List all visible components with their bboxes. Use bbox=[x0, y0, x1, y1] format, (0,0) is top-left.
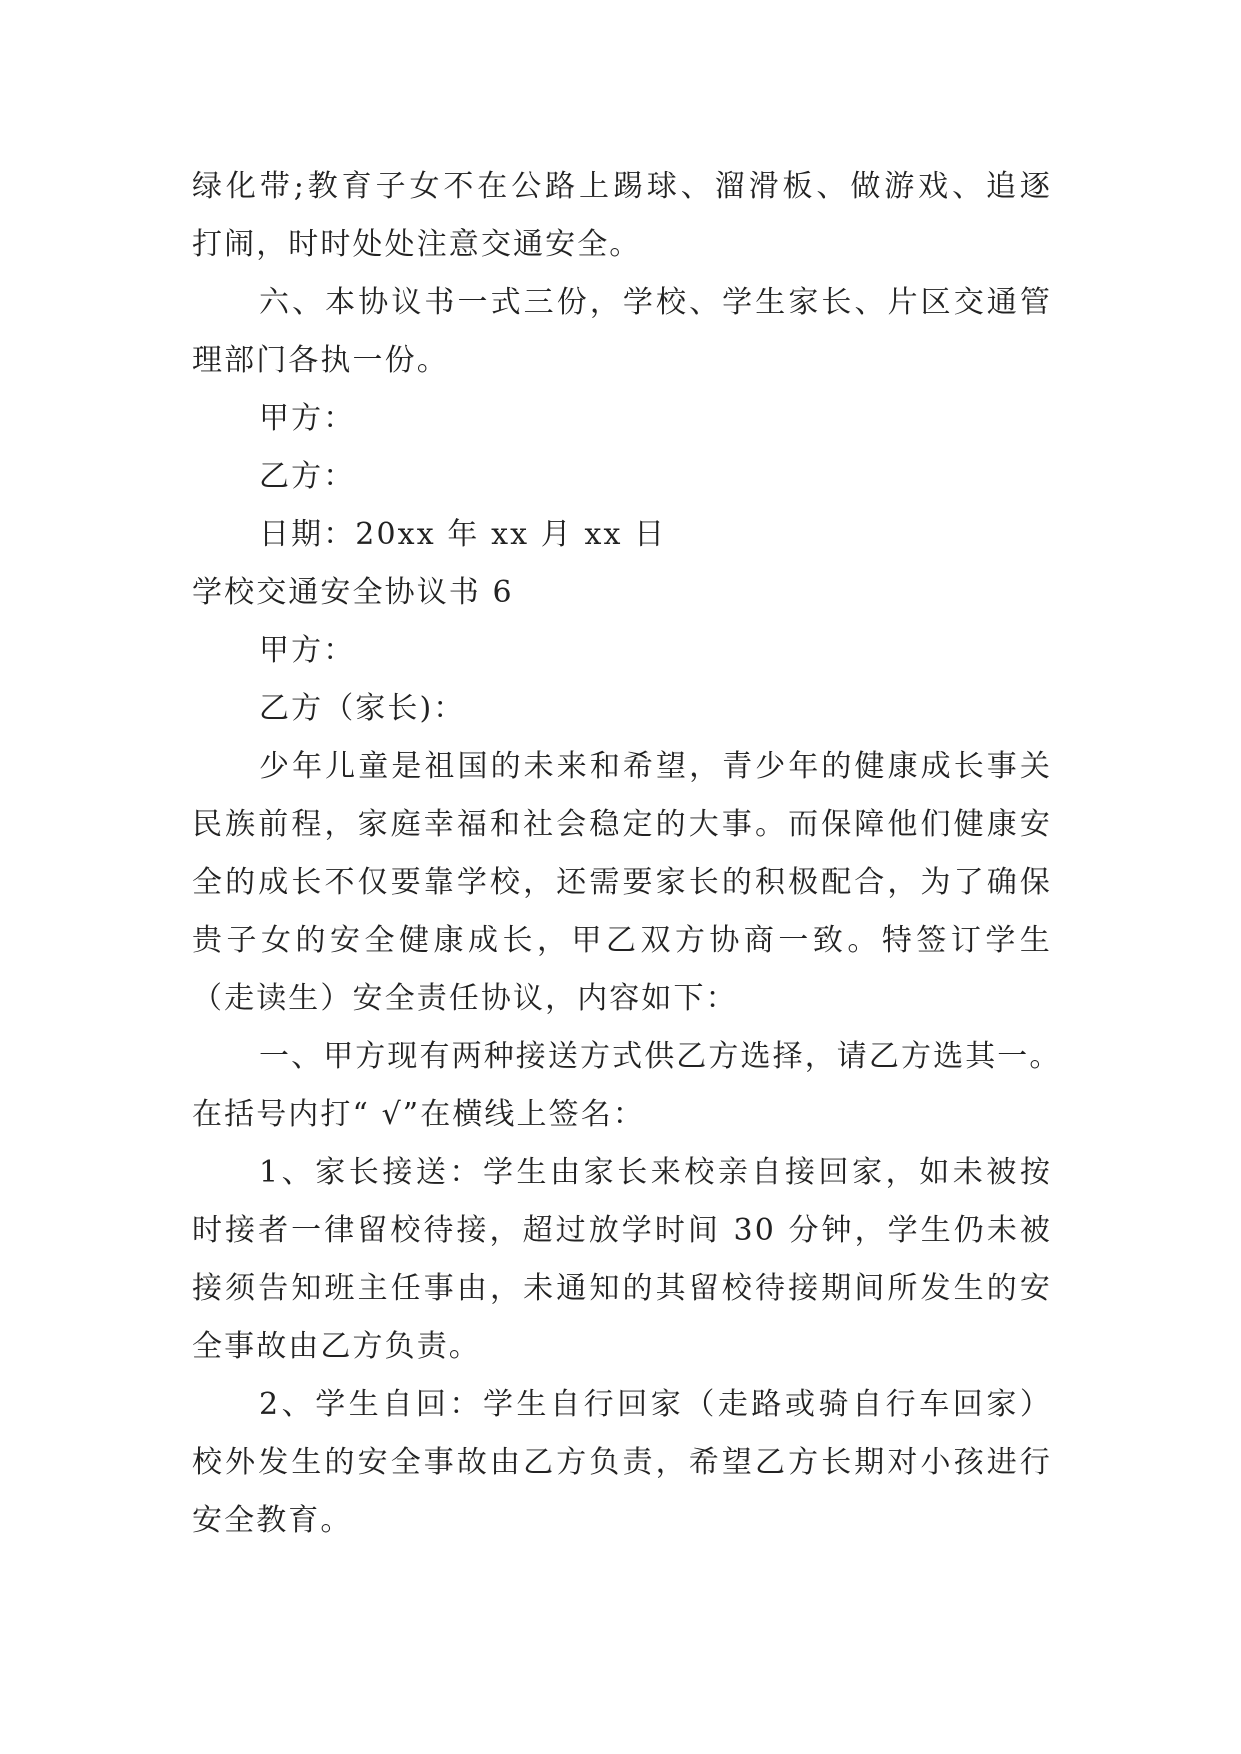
text-line: 打闹，时时处处注意交通安全。 bbox=[192, 227, 642, 262]
intro-paragraph-line: （走读生）安全责任协议，内容如下： bbox=[192, 981, 738, 1016]
intro-paragraph-line: 少年儿童是祖国的未来和希望，青少年的健康成长事关 bbox=[259, 749, 1052, 784]
document-body bbox=[192, 158, 1062, 1550]
text-line: 理部门各执一份。 bbox=[192, 343, 449, 378]
party-b-parent-label: 乙方（家长)： bbox=[259, 691, 466, 726]
option-self-return-line: 安全教育。 bbox=[192, 1503, 353, 1538]
option-parent-pickup-line: 接须告知班主任事由，未通知的其留校待接期间所发生的安 bbox=[192, 1271, 1052, 1306]
section-title: 学校交通安全协议书 6 bbox=[192, 575, 514, 610]
option-parent-pickup-line: 全事故由乙方负责。 bbox=[192, 1329, 481, 1364]
option-self-return-line: 2、学生自回：学生自行回家（走路或骑自行车回家） bbox=[259, 1387, 1052, 1422]
clause-one-line: 一、甲方现有两种接送方式供乙方选择，请乙方选其一。 bbox=[259, 1039, 1062, 1074]
clause-one-line: 在括号内打“ √”在横线上签名： bbox=[192, 1097, 645, 1132]
date-line: 日期：20xx 年 xx 月 xx 日 bbox=[259, 517, 667, 552]
intro-paragraph-line: 贵子女的安全健康成长，甲乙双方协商一致。特签订学生 bbox=[192, 923, 1052, 958]
option-parent-pickup-line: 1、家长接送：学生由家长来校亲自接回家，如未被按 bbox=[259, 1155, 1052, 1190]
party-a-label: 甲方： bbox=[259, 633, 356, 668]
party-b-label: 乙方： bbox=[259, 459, 356, 494]
option-parent-pickup-line: 时接者一律留校待接，超过放学时间 30 分钟，学生仍未被 bbox=[192, 1213, 1052, 1248]
clause-six-line: 六、本协议书一式三份，学校、学生家长、片区交通管 bbox=[259, 285, 1052, 320]
option-self-return-line: 校外发生的安全事故由乙方负责，希望乙方长期对小孩进行 bbox=[192, 1445, 1052, 1480]
intro-paragraph-line: 民族前程，家庭幸福和社会稳定的大事。而保障他们健康安 bbox=[192, 807, 1052, 842]
text-line: 绿化带;教育子女不在公路上踢球、溜滑板、做游戏、追逐 bbox=[192, 169, 1052, 204]
intro-paragraph-line: 全的成长不仅要靠学校，还需要家长的积极配合，为了确保 bbox=[192, 865, 1052, 900]
party-a-label: 甲方： bbox=[259, 401, 356, 436]
